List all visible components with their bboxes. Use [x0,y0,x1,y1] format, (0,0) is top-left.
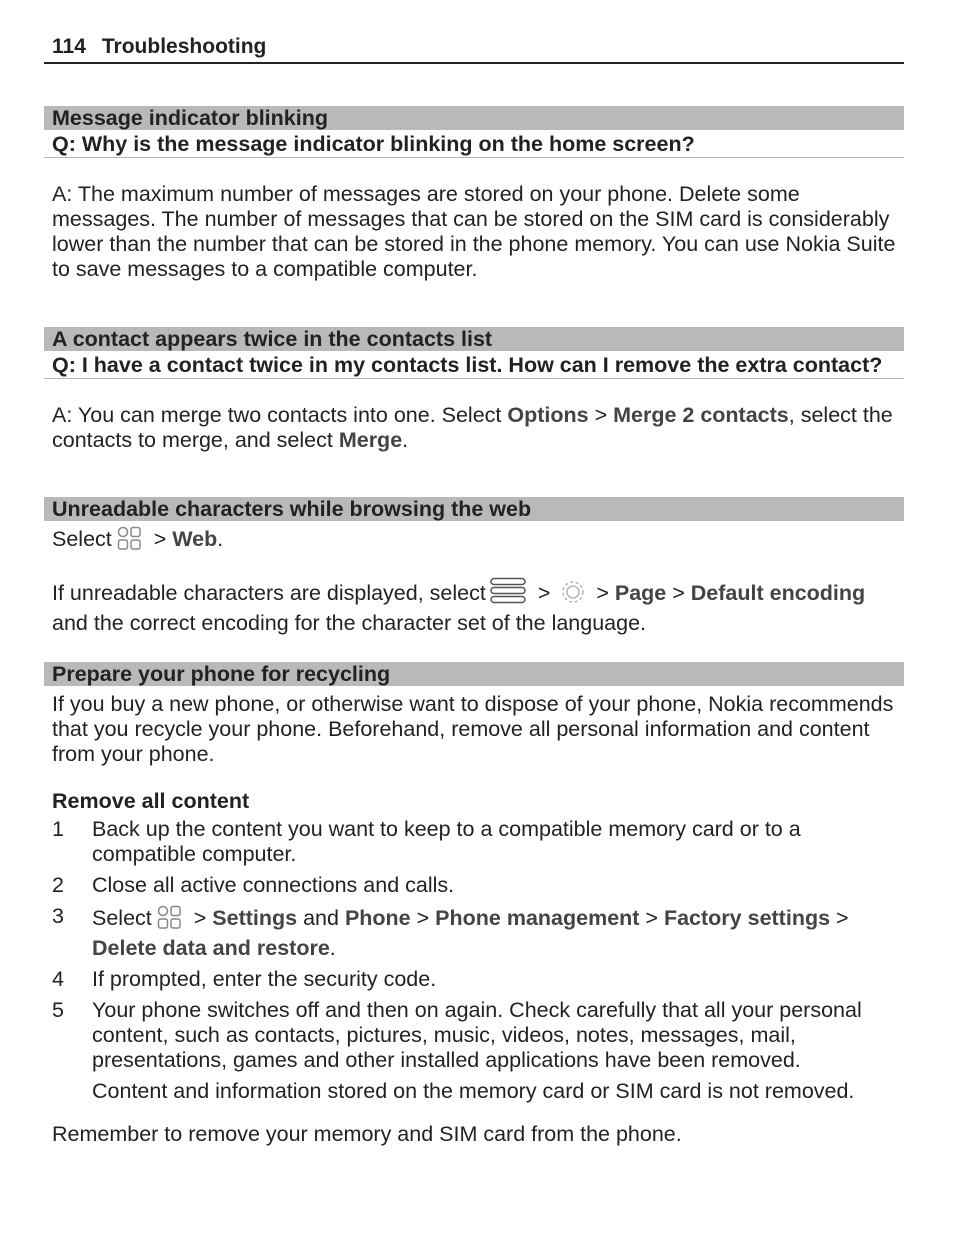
section-title-duplicate-contact: A contact appears twice in the contacts list [44,327,904,351]
step-number: 4 [52,967,64,991]
step-text: Back up the content you want to keep to a compatible memory card or to a compatible computer. [92,817,801,866]
page-header [44,34,904,64]
options-command: Options [507,403,589,427]
manual-page [44,34,904,1147]
list-item [52,873,896,898]
select-web-instruction [44,525,904,557]
page-command: Page [614,581,667,605]
web-command: Web [172,527,218,551]
separator: > [590,581,615,605]
separator: > [410,906,436,930]
step-text [92,998,896,1104]
options-list-icon [490,577,528,611]
separator: > [639,906,664,930]
section-title-recycling: Prepare your phone for recycling [44,662,904,686]
select-text: Select [92,906,152,930]
delete-data-restore-command: Delete data and restore [92,936,330,960]
list-item [52,967,896,992]
chapter-title: Troubleshooting [101,35,267,58]
encoding-text-end: and the correct encoding for the character set of the language. [52,611,647,635]
recycling-intro: If you buy a new phone, or otherwise want to dispose of your phone, Nokia recommends that you recycle your phone. Beforehand, remove all personal information and content from your phone. [52,692,894,766]
answer-duplicate-contact [44,403,904,453]
select-text: Select [52,527,112,551]
period: . [217,527,224,551]
merge-2-contacts-command: Merge 2 contacts [613,403,789,427]
answer-text: A: You can merge two contacts into one. Select [52,403,508,427]
step-number: 3 [52,904,64,928]
merge-command: Merge [338,428,403,452]
section-title-unreadable-characters: Unreadable characters while browsing the web [44,497,904,521]
question-message-indicator: Q: Why is the message indicator blinking on the home screen? [44,130,904,158]
separator: > [531,581,557,605]
phone-command: Phone [344,906,411,930]
answer-message-indicator: A: The maximum number of messages are stored on your phone. Delete some messages. The number of messages that can be stored on the SIM card is considerably lower than the number that can be stored in the phone memory. You can use Nokia Suite to save messages to a compatible computer. [52,182,896,281]
step-text: Close all active connections and calls. [92,873,455,897]
phone-management-command: Phone management [435,906,640,930]
encoding-text: If unreadable characters are displayed, select [52,581,486,605]
step-number: 2 [52,873,64,897]
step-number: 5 [52,998,64,1022]
settings-gear-icon [560,579,586,611]
period: . [402,428,409,452]
step-text: If prompted, enter the security code. [92,967,437,991]
question-duplicate-contact: Q: I have a contact twice in my contacts list. How can I remove the extra contact? [44,351,904,379]
section-title-message-indicator: Message indicator blinking [44,106,904,130]
list-item [52,998,896,1104]
separator: > [666,581,691,605]
step-text [92,904,896,961]
final-reminder: Remember to remove your memory and SIM card from the phone. [52,1122,682,1146]
period: . [329,936,336,960]
default-encoding-command: Default encoding [690,581,866,605]
separator: > [588,403,614,427]
remove-content-heading: Remove all content [52,789,250,813]
settings-command: Settings [212,906,298,930]
separator: > [147,527,173,551]
page-number: 114 [52,35,86,58]
separator: > [830,906,849,930]
answer-text-mid: , select the contacts to merge, and select [52,403,893,452]
remove-content-steps [44,817,904,1104]
step-number: 1 [52,817,64,841]
encoding-instruction [44,577,904,636]
step-five-note: Content and information stored on the memory card or SIM card is not removed. [92,1079,855,1103]
and-text: and [297,906,345,930]
separator: > [187,906,213,930]
menu-grid-icon [116,525,144,557]
list-item [52,817,896,867]
step-five-text: Your phone switches off and then on again. Check carefully that all your personal content, such as contacts, pictures, music, videos, notes, messages, mail, presentations, games and other installed applications have been removed. [92,998,862,1072]
menu-grid-icon [156,904,184,936]
list-item [52,904,896,961]
factory-settings-command: Factory settings [663,906,831,930]
